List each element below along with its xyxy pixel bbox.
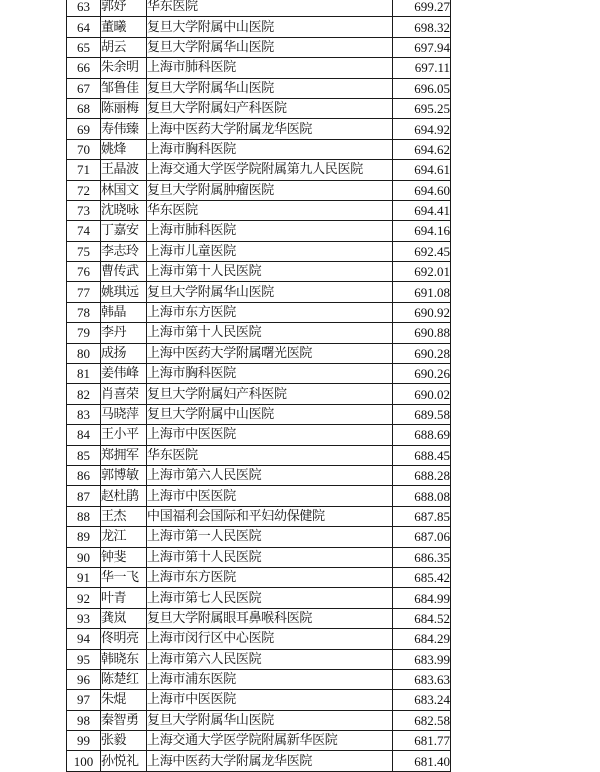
name-cell: 龙江 bbox=[101, 527, 147, 547]
score-cell: 688.69 bbox=[393, 425, 451, 445]
rank-cell: 64 bbox=[67, 17, 101, 37]
table-row bbox=[67, 384, 451, 404]
score-cell: 696.05 bbox=[393, 78, 451, 98]
name-cell: 成扬 bbox=[101, 343, 147, 363]
rank-cell: 96 bbox=[67, 669, 101, 689]
rank-cell: 81 bbox=[67, 364, 101, 384]
hospital-cell: 复旦大学附属中山医院 bbox=[147, 17, 393, 37]
rank-cell: 98 bbox=[67, 710, 101, 730]
hospital-cell: 上海市闵行区中心医院 bbox=[147, 629, 393, 649]
hospital-cell: 上海市第十人民医院 bbox=[147, 547, 393, 567]
rank-cell: 70 bbox=[67, 139, 101, 159]
rank-cell: 82 bbox=[67, 384, 101, 404]
rank-cell: 65 bbox=[67, 37, 101, 57]
rank-cell: 87 bbox=[67, 486, 101, 506]
name-cell: 朱余明 bbox=[101, 58, 147, 78]
rank-cell: 80 bbox=[67, 343, 101, 363]
score-cell: 691.08 bbox=[393, 282, 451, 302]
score-cell: 695.25 bbox=[393, 98, 451, 118]
table-row bbox=[67, 302, 451, 322]
rank-cell: 79 bbox=[67, 323, 101, 343]
hospital-cell: 复旦大学附属华山医院 bbox=[147, 78, 393, 98]
table-row bbox=[67, 649, 451, 669]
table-row bbox=[67, 669, 451, 689]
score-cell: 690.88 bbox=[393, 323, 451, 343]
hospital-cell: 上海市浦东医院 bbox=[147, 669, 393, 689]
name-cell: 肖喜荣 bbox=[101, 384, 147, 404]
score-cell: 697.11 bbox=[393, 58, 451, 78]
hospital-cell: 华东医院 bbox=[147, 0, 393, 17]
score-cell: 694.92 bbox=[393, 119, 451, 139]
name-cell: 陈丽梅 bbox=[101, 98, 147, 118]
hospital-cell: 复旦大学附属中山医院 bbox=[147, 404, 393, 424]
hospital-cell: 复旦大学附属妇产科医院 bbox=[147, 98, 393, 118]
hospital-cell: 上海市东方医院 bbox=[147, 302, 393, 322]
score-cell: 694.62 bbox=[393, 139, 451, 159]
table-row bbox=[67, 160, 451, 180]
name-cell: 胡云 bbox=[101, 37, 147, 57]
name-cell: 王杰 bbox=[101, 506, 147, 526]
table-row bbox=[67, 343, 451, 363]
score-cell: 683.24 bbox=[393, 690, 451, 710]
hospital-cell: 上海市中医医院 bbox=[147, 425, 393, 445]
rank-cell: 100 bbox=[67, 751, 101, 771]
score-cell: 699.27 bbox=[393, 0, 451, 17]
rank-cell: 84 bbox=[67, 425, 101, 445]
name-cell: 陈楚红 bbox=[101, 669, 147, 689]
name-cell: 孙悦礼 bbox=[101, 751, 147, 771]
name-cell: 寿伟臻 bbox=[101, 119, 147, 139]
table-row bbox=[67, 282, 451, 302]
hospital-cell: 上海市第十人民医院 bbox=[147, 323, 393, 343]
table-row bbox=[67, 17, 451, 37]
hospital-cell: 上海市第十人民医院 bbox=[147, 262, 393, 282]
name-cell: 王小平 bbox=[101, 425, 147, 445]
hospital-cell: 华东医院 bbox=[147, 445, 393, 465]
hospital-cell: 上海中医药大学附属龙华医院 bbox=[147, 751, 393, 771]
hospital-cell: 中国福利会国际和平妇幼保健院 bbox=[147, 506, 393, 526]
table-row bbox=[67, 200, 451, 220]
name-cell: 姜伟峰 bbox=[101, 364, 147, 384]
rank-cell: 77 bbox=[67, 282, 101, 302]
rank-cell: 76 bbox=[67, 262, 101, 282]
score-cell: 690.28 bbox=[393, 343, 451, 363]
table-row bbox=[67, 608, 451, 628]
ranking-table-body bbox=[67, 0, 451, 771]
table-row bbox=[67, 751, 451, 771]
table-row bbox=[67, 445, 451, 465]
name-cell: 佟明亮 bbox=[101, 629, 147, 649]
hospital-cell: 上海市第六人民医院 bbox=[147, 649, 393, 669]
name-cell: 董曦 bbox=[101, 17, 147, 37]
score-cell: 684.99 bbox=[393, 588, 451, 608]
hospital-cell: 上海市第一人民医院 bbox=[147, 527, 393, 547]
score-cell: 688.08 bbox=[393, 486, 451, 506]
name-cell: 曹传武 bbox=[101, 262, 147, 282]
name-cell: 朱焜 bbox=[101, 690, 147, 710]
score-cell: 681.77 bbox=[393, 731, 451, 751]
table-row bbox=[67, 364, 451, 384]
score-cell: 685.42 bbox=[393, 567, 451, 587]
name-cell: 赵杜鹃 bbox=[101, 486, 147, 506]
rank-cell: 69 bbox=[67, 119, 101, 139]
hospital-cell: 上海市第六人民医院 bbox=[147, 465, 393, 485]
name-cell: 叶青 bbox=[101, 588, 147, 608]
rank-cell: 93 bbox=[67, 608, 101, 628]
name-cell: 韩晶 bbox=[101, 302, 147, 322]
rank-cell: 78 bbox=[67, 302, 101, 322]
rank-cell: 75 bbox=[67, 241, 101, 261]
name-cell: 王晶波 bbox=[101, 160, 147, 180]
table-row bbox=[67, 425, 451, 445]
table-row bbox=[67, 98, 451, 118]
name-cell: 马晓萍 bbox=[101, 404, 147, 424]
score-cell: 690.02 bbox=[393, 384, 451, 404]
table-row bbox=[67, 37, 451, 57]
score-cell: 683.99 bbox=[393, 649, 451, 669]
rank-cell: 63 bbox=[67, 0, 101, 17]
name-cell: 郭妤 bbox=[101, 0, 147, 17]
score-cell: 688.28 bbox=[393, 465, 451, 485]
name-cell: 李丹 bbox=[101, 323, 147, 343]
table-row bbox=[67, 629, 451, 649]
score-cell: 694.16 bbox=[393, 221, 451, 241]
table-row bbox=[67, 241, 451, 261]
rank-cell: 90 bbox=[67, 547, 101, 567]
name-cell: 姚琪远 bbox=[101, 282, 147, 302]
table-row bbox=[67, 262, 451, 282]
rank-cell: 73 bbox=[67, 200, 101, 220]
name-cell: 姚烽 bbox=[101, 139, 147, 159]
rank-cell: 67 bbox=[67, 78, 101, 98]
rank-cell: 83 bbox=[67, 404, 101, 424]
rank-cell: 95 bbox=[67, 649, 101, 669]
hospital-cell: 上海市儿童医院 bbox=[147, 241, 393, 261]
hospital-cell: 上海市第七人民医院 bbox=[147, 588, 393, 608]
rank-cell: 66 bbox=[67, 58, 101, 78]
table-row bbox=[67, 506, 451, 526]
score-cell: 682.58 bbox=[393, 710, 451, 730]
name-cell: 丁嘉安 bbox=[101, 221, 147, 241]
hospital-cell: 上海市中医医院 bbox=[147, 690, 393, 710]
name-cell: 华一飞 bbox=[101, 567, 147, 587]
score-cell: 688.45 bbox=[393, 445, 451, 465]
rank-cell: 74 bbox=[67, 221, 101, 241]
table-row bbox=[67, 547, 451, 567]
table-row bbox=[67, 486, 451, 506]
hospital-cell: 上海交通大学医学院附属新华医院 bbox=[147, 731, 393, 751]
ranking-table bbox=[66, 0, 451, 772]
hospital-cell: 上海中医药大学附属龙华医院 bbox=[147, 119, 393, 139]
rank-cell: 72 bbox=[67, 180, 101, 200]
score-cell: 690.92 bbox=[393, 302, 451, 322]
table-row bbox=[67, 78, 451, 98]
hospital-cell: 上海市中医医院 bbox=[147, 486, 393, 506]
hospital-cell: 复旦大学附属肿瘤医院 bbox=[147, 180, 393, 200]
hospital-cell: 复旦大学附属眼耳鼻喉科医院 bbox=[147, 608, 393, 628]
name-cell: 郭博敏 bbox=[101, 465, 147, 485]
rank-cell: 92 bbox=[67, 588, 101, 608]
score-cell: 689.58 bbox=[393, 404, 451, 424]
table-row bbox=[67, 465, 451, 485]
name-cell: 林国文 bbox=[101, 180, 147, 200]
hospital-cell: 上海市胸科医院 bbox=[147, 364, 393, 384]
hospital-cell: 上海市肺科医院 bbox=[147, 58, 393, 78]
name-cell: 李志玲 bbox=[101, 241, 147, 261]
name-cell: 秦智勇 bbox=[101, 710, 147, 730]
hospital-cell: 上海市肺科医院 bbox=[147, 221, 393, 241]
hospital-cell: 复旦大学附属华山医院 bbox=[147, 37, 393, 57]
score-cell: 681.40 bbox=[393, 751, 451, 771]
table-row bbox=[67, 567, 451, 587]
rank-cell: 85 bbox=[67, 445, 101, 465]
score-cell: 687.06 bbox=[393, 527, 451, 547]
score-cell: 690.26 bbox=[393, 364, 451, 384]
rank-cell: 91 bbox=[67, 567, 101, 587]
name-cell: 龚岚 bbox=[101, 608, 147, 628]
hospital-cell: 复旦大学附属华山医院 bbox=[147, 282, 393, 302]
score-cell: 697.94 bbox=[393, 37, 451, 57]
rank-cell: 86 bbox=[67, 465, 101, 485]
hospital-cell: 上海中医药大学附属曙光医院 bbox=[147, 343, 393, 363]
hospital-cell: 复旦大学附属妇产科医院 bbox=[147, 384, 393, 404]
hospital-cell: 上海交通大学医学院附属第九人民医院 bbox=[147, 160, 393, 180]
score-cell: 694.60 bbox=[393, 180, 451, 200]
hospital-cell: 上海市胸科医院 bbox=[147, 139, 393, 159]
score-cell: 684.29 bbox=[393, 629, 451, 649]
score-cell: 687.85 bbox=[393, 506, 451, 526]
table-row bbox=[67, 180, 451, 200]
name-cell: 韩晓东 bbox=[101, 649, 147, 669]
rank-cell: 88 bbox=[67, 506, 101, 526]
table-row bbox=[67, 690, 451, 710]
table-row bbox=[67, 58, 451, 78]
table-row bbox=[67, 119, 451, 139]
score-cell: 694.41 bbox=[393, 200, 451, 220]
table-row bbox=[67, 221, 451, 241]
hospital-cell: 华东医院 bbox=[147, 200, 393, 220]
rank-cell: 89 bbox=[67, 527, 101, 547]
score-cell: 692.01 bbox=[393, 262, 451, 282]
table-row bbox=[67, 323, 451, 343]
table-row bbox=[67, 710, 451, 730]
score-cell: 694.61 bbox=[393, 160, 451, 180]
score-cell: 692.45 bbox=[393, 241, 451, 261]
rank-cell: 94 bbox=[67, 629, 101, 649]
table-row bbox=[67, 588, 451, 608]
rank-cell: 71 bbox=[67, 160, 101, 180]
rank-cell: 97 bbox=[67, 690, 101, 710]
score-cell: 686.35 bbox=[393, 547, 451, 567]
table-row bbox=[67, 527, 451, 547]
table-row bbox=[67, 731, 451, 751]
table-row bbox=[67, 404, 451, 424]
rank-cell: 68 bbox=[67, 98, 101, 118]
name-cell: 钟斐 bbox=[101, 547, 147, 567]
name-cell: 邹鲁佳 bbox=[101, 78, 147, 98]
rank-cell: 99 bbox=[67, 731, 101, 751]
name-cell: 张毅 bbox=[101, 731, 147, 751]
table-row bbox=[67, 0, 451, 17]
table-row bbox=[67, 139, 451, 159]
name-cell: 郑拥军 bbox=[101, 445, 147, 465]
hospital-cell: 上海市东方医院 bbox=[147, 567, 393, 587]
hospital-cell: 复旦大学附属华山医院 bbox=[147, 710, 393, 730]
score-cell: 683.63 bbox=[393, 669, 451, 689]
score-cell: 698.32 bbox=[393, 17, 451, 37]
score-cell: 684.52 bbox=[393, 608, 451, 628]
name-cell: 沈晓咏 bbox=[101, 200, 147, 220]
